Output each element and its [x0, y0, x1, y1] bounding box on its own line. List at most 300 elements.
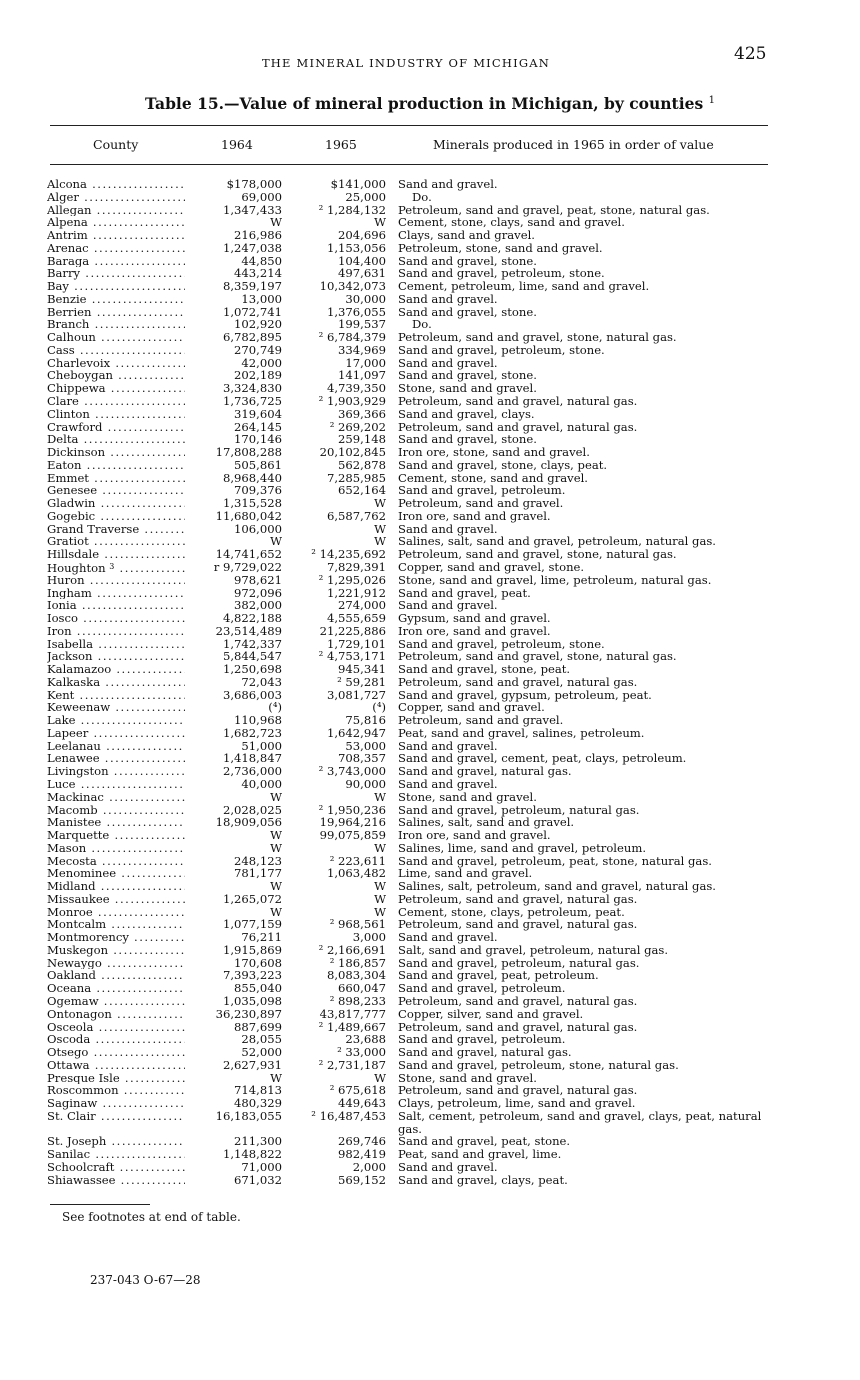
- minerals-produced: Sand and gravel, clays.: [398, 406, 535, 421]
- table-row: [0, 229, 860, 242]
- county-name: [47, 1084, 185, 1097]
- table-row: [0, 714, 860, 727]
- county-name: [47, 829, 185, 842]
- table-row: [0, 178, 860, 191]
- county-name: [47, 242, 185, 255]
- county-name: [47, 638, 185, 651]
- value-1964: 1,742,337: [222, 636, 282, 651]
- value-1965: ² 898,233: [329, 994, 386, 1008]
- table-row: [0, 561, 860, 574]
- minerals-produced: Petroleum, sand and gravel, stone, natural gas.: [398, 649, 677, 664]
- value-1964: W: [270, 828, 282, 843]
- value-1965: W: [374, 521, 386, 536]
- county-name: [47, 178, 185, 191]
- value-1965: ² 33,000: [337, 1045, 386, 1060]
- value-1965: W: [374, 496, 386, 511]
- minerals-produced: Sand and gravel, stone.: [398, 432, 537, 447]
- county-name: [47, 944, 185, 957]
- value-1964: 4,822,188: [222, 611, 282, 626]
- value-1964: 3,324,830: [222, 381, 282, 396]
- county-name-text: Berrien: [47, 305, 92, 319]
- value-1965: 7,829,391: [326, 559, 386, 574]
- county-name-text: St. Joseph: [47, 1135, 107, 1149]
- county-name: [47, 587, 185, 600]
- table-row: [0, 625, 860, 638]
- county-name-text: Manistee: [47, 816, 102, 830]
- column-header-1965: 1965: [325, 137, 357, 152]
- county-name-text: Presque Isle: [47, 1071, 120, 1085]
- minerals-produced: Sand and gravel, petroleum, natural gas.: [398, 955, 640, 970]
- county-name-text: Menominee: [47, 867, 117, 881]
- county-name: [47, 1135, 185, 1148]
- value-1964: 7,393,223: [222, 968, 282, 983]
- value-1965: 4,555,659: [326, 611, 386, 626]
- county-name-text: Genesee: [47, 484, 98, 498]
- county-name-text: Otsego: [47, 1046, 89, 1059]
- minerals-produced: Petroleum, sand and gravel, peat, stone, natural gas.: [398, 202, 710, 217]
- minerals-produced: Gypsum, sand and gravel.: [398, 611, 551, 626]
- value-1965: ² 1,284,132: [318, 202, 386, 217]
- minerals-produced: Salt, cement, petroleum, sand and gravel, clays, peat, natural gas.: [398, 1108, 762, 1136]
- value-1964: 1,250,698: [222, 662, 282, 677]
- county-name: [47, 804, 185, 817]
- minerals-produced: Petroleum, sand and gravel.: [398, 496, 564, 511]
- value-1965: 1,221,912: [326, 585, 386, 600]
- county-name: [47, 433, 185, 446]
- county-name: [47, 1148, 185, 1161]
- value-1965: 1,642,947: [326, 725, 386, 740]
- value-1964: W: [270, 215, 282, 230]
- value-1964: W: [270, 904, 282, 919]
- value-1964: 1,077,159: [222, 917, 282, 932]
- value-1964: 248,123: [234, 853, 282, 868]
- footnote-rule: [50, 1204, 150, 1205]
- county-name: [47, 714, 185, 727]
- value-1965: 497,631: [338, 266, 386, 281]
- county-name-text: Montcalm: [47, 918, 107, 932]
- county-name-text: Clare: [47, 395, 79, 408]
- county-name: [47, 918, 185, 931]
- table-row: [0, 344, 860, 357]
- minerals-produced: Petroleum, sand and gravel, natural gas.: [398, 674, 638, 689]
- minerals-produced: Sand and gravel.: [398, 738, 498, 753]
- county-name: [47, 523, 185, 536]
- table-row: [0, 293, 860, 306]
- county-name-text: Lapeer: [47, 726, 89, 740]
- minerals-produced: Clays, sand and gravel.: [398, 228, 535, 243]
- minerals-produced: Sand and gravel, peat.: [398, 585, 531, 600]
- county-name-text: St. Clair: [47, 1109, 96, 1123]
- county-name-text: Newaygo: [47, 956, 102, 970]
- value-1965: 945,341: [338, 662, 386, 677]
- value-1964: 202,189: [234, 368, 282, 383]
- county-name-text: Alger: [47, 190, 79, 204]
- minerals-produced: Petroleum, sand and gravel, natural gas.: [398, 994, 638, 1008]
- county-name: [47, 880, 185, 893]
- minerals-produced: Clays, petroleum, lime, sand and gravel.: [398, 1096, 636, 1111]
- minerals-produced: Sand and gravel, petroleum, peat, stone, natural gas.: [398, 853, 712, 868]
- county-name: [47, 969, 185, 982]
- county-name: [47, 344, 185, 357]
- table-row: [0, 446, 860, 459]
- county-name-text: Oceana: [47, 982, 92, 996]
- value-1964: 52,000: [241, 1045, 282, 1060]
- county-name: [47, 1021, 185, 1034]
- county-name: [47, 306, 185, 319]
- county-name-text: Branch: [47, 318, 90, 332]
- county-name-text: Grand Traverse: [47, 522, 140, 536]
- county-name-text: Crawford: [47, 420, 103, 434]
- value-1964: 69,000: [241, 189, 282, 204]
- value-1965: 8,083,304: [326, 968, 386, 983]
- minerals-produced: Sand and gravel.: [398, 355, 498, 370]
- county-name-text: Montmorency: [47, 931, 129, 944]
- minerals-produced: Sand and gravel, petroleum, stone.: [398, 342, 605, 357]
- county-name-text: Iron: [47, 624, 72, 638]
- county-name: [47, 1110, 185, 1123]
- value-1964: 505,861: [234, 457, 282, 472]
- minerals-produced: Sand and gravel.: [398, 177, 498, 191]
- value-1964: 110,968: [234, 713, 282, 728]
- value-1964: 2,028,025: [222, 802, 282, 817]
- value-1965: 259,148: [338, 432, 386, 447]
- value-1964: 319,604: [234, 406, 282, 421]
- value-1965: 6,587,762: [326, 508, 386, 523]
- value-1964: 42,000: [241, 355, 282, 370]
- value-1965: 708,357: [338, 751, 386, 766]
- minerals-produced: Sand and gravel.: [398, 1159, 498, 1174]
- value-1964: 71,000: [241, 1159, 282, 1174]
- minerals-produced: Iron ore, sand and gravel.: [398, 623, 551, 638]
- minerals-produced: Sand and gravel, cement, peat, clays, petroleum.: [398, 751, 687, 766]
- table-row: [0, 663, 860, 676]
- minerals-produced: Salines, lime, sand and gravel, petroleum.: [398, 840, 647, 855]
- county-name-text: Gladwin: [47, 497, 96, 510]
- value-1965: 23,688: [345, 1032, 386, 1047]
- value-1964: 72,043: [241, 674, 282, 689]
- value-1964: 270,749: [234, 342, 282, 357]
- minerals-produced: Stone, sand and gravel.: [398, 1070, 537, 1085]
- value-1964: 106,000: [234, 521, 282, 536]
- value-1965: 4,739,350: [326, 381, 386, 396]
- county-name: [47, 701, 185, 714]
- county-name-text: Dickinson: [47, 446, 106, 459]
- county-name-text: Barry: [47, 267, 81, 281]
- minerals-produced: Sand and gravel, stone.: [398, 304, 537, 319]
- value-1964: 16,183,055: [215, 1108, 282, 1123]
- county-name-text: Benzie: [47, 292, 87, 306]
- column-header-county: County: [93, 137, 139, 152]
- county-name: [47, 497, 185, 510]
- minerals-produced: Sand and gravel, petroleum.: [398, 1032, 566, 1047]
- table-row: [0, 574, 860, 587]
- county-name: [47, 510, 185, 523]
- print-code: 237-043 O-67—28: [90, 1273, 201, 1287]
- county-name-text: Kalkaska: [47, 675, 101, 689]
- table-body: [0, 178, 860, 1187]
- minerals-produced: Do.: [412, 317, 432, 332]
- value-1965: W: [374, 534, 386, 549]
- value-1965: W: [374, 879, 386, 894]
- value-1965: 53,000: [345, 738, 386, 753]
- value-1965: 1,376,055: [326, 304, 386, 319]
- value-1965: 10,342,073: [319, 279, 386, 294]
- minerals-produced: Stone, sand and gravel.: [398, 789, 537, 804]
- county-name-text: Calhoun: [47, 331, 96, 344]
- value-1964: 443,214: [234, 266, 282, 281]
- value-1965: 20,102,845: [319, 445, 386, 460]
- value-1965: ² 1,489,667: [318, 1019, 386, 1034]
- county-name: [47, 791, 185, 804]
- county-name-text: Iosco: [47, 612, 78, 625]
- county-name-text: Oakland: [47, 969, 96, 983]
- table-row: [0, 510, 860, 523]
- county-name: [47, 752, 185, 765]
- value-1965: ² 2,166,691: [318, 942, 386, 957]
- value-1964: 1,072,741: [222, 304, 282, 319]
- county-name: [47, 1174, 185, 1187]
- page-number: 425: [734, 44, 767, 64]
- county-name: [47, 663, 185, 676]
- value-1964: r 9,729,022: [213, 559, 282, 574]
- table-row: [0, 280, 860, 293]
- value-1965: ² 2,731,187: [318, 1057, 386, 1072]
- table-title: [0, 94, 860, 113]
- county-name: [47, 625, 185, 638]
- minerals-produced: Iron ore, stone, sand and gravel.: [398, 445, 590, 460]
- value-1965: 25,000: [345, 189, 386, 204]
- county-name: [47, 229, 185, 242]
- value-1964: W: [270, 534, 282, 549]
- county-name: [47, 369, 185, 382]
- running-head: THE MINERAL INDUSTRY OF MICHIGAN: [261, 56, 551, 70]
- value-1964: 51,000: [241, 738, 282, 753]
- minerals-produced: Sand and gravel.: [398, 776, 498, 791]
- county-name-text: Mason: [47, 841, 87, 855]
- minerals-produced: Peat, sand and gravel, lime.: [398, 1147, 562, 1162]
- minerals-produced: Petroleum, sand and gravel, natural gas.: [398, 891, 638, 906]
- county-name-text: Lenawee: [47, 752, 100, 766]
- value-1964: 671,032: [234, 1172, 282, 1187]
- county-name: [47, 484, 185, 497]
- table-row: [0, 1174, 860, 1187]
- county-name-text: Kalamazoo: [47, 663, 112, 676]
- value-1965: W: [374, 1070, 386, 1085]
- county-name: [47, 816, 185, 829]
- value-1965: ² 675,618: [329, 1083, 386, 1098]
- minerals-produced: Sand and gravel, clays, peat.: [398, 1172, 568, 1187]
- minerals-produced: Petroleum, sand and gravel, stone, natural gas.: [398, 547, 677, 562]
- value-1965: ² 14,235,692: [311, 547, 386, 562]
- value-1965: 1,153,056: [326, 240, 386, 255]
- table-title-text: Table 15.—Value of mineral production in Michigan, by counties: [145, 94, 704, 113]
- minerals-produced: Petroleum, stone, sand and gravel.: [398, 240, 603, 255]
- value-1965: 43,817,777: [319, 1006, 386, 1021]
- county-name: [47, 982, 185, 995]
- table-row: [0, 395, 860, 408]
- minerals-produced: Sand and gravel, petroleum, natural gas.: [398, 802, 640, 817]
- minerals-produced: Cement, stone, clays, petroleum, peat.: [398, 904, 625, 919]
- column-header-minerals: Minerals produced in 1965 in order of value: [433, 137, 714, 152]
- county-name-text: Delta: [47, 433, 79, 447]
- value-1964: 18,909,056: [215, 815, 282, 830]
- value-1965: ² 3,743,000: [318, 764, 386, 779]
- value-1965: 199,537: [338, 317, 386, 332]
- minerals-produced: Petroleum, sand and gravel, stone, natural gas.: [398, 330, 677, 345]
- value-1964: 855,040: [234, 981, 282, 996]
- county-name: [47, 893, 185, 906]
- county-name: [47, 459, 185, 472]
- value-1964: 23,514,489: [215, 623, 282, 638]
- county-name: [47, 650, 185, 663]
- value-1965: ² 1,950,236: [318, 802, 386, 817]
- minerals-produced: Lime, sand and gravel.: [398, 866, 533, 881]
- value-1965: 2,000: [352, 1159, 386, 1174]
- value-1965: ² 968,561: [329, 917, 386, 932]
- county-name-text: Isabella: [47, 637, 94, 651]
- county-name: [47, 995, 185, 1008]
- column-header-1964: 1964: [221, 137, 253, 152]
- value-1964: 13,000: [241, 291, 282, 306]
- value-1965: 3,000: [352, 930, 386, 945]
- minerals-produced: Do.: [412, 189, 432, 204]
- minerals-produced: Stone, sand and gravel.: [398, 381, 537, 396]
- value-1964: W: [270, 879, 282, 894]
- minerals-produced: Copper, sand and gravel.: [398, 700, 545, 715]
- minerals-produced: Cement, petroleum, lime, sand and gravel.: [398, 279, 650, 294]
- value-1965: $141,000: [330, 177, 386, 191]
- minerals-produced: Sand and gravel, gypsum, petroleum, peat.: [398, 687, 652, 702]
- value-1965: 104,400: [338, 253, 386, 268]
- county-name-text: Luce: [47, 777, 76, 791]
- county-name-text: Arenac: [47, 241, 89, 255]
- value-1964: 1,035,098: [222, 994, 282, 1008]
- value-1965: 334,969: [338, 342, 386, 357]
- minerals-produced: Sand and gravel, petroleum, stone, natural gas.: [398, 1057, 679, 1072]
- county-name: [47, 204, 185, 217]
- county-name: [47, 472, 185, 485]
- county-name-text: Leelanau: [47, 739, 101, 753]
- value-1964: (⁴): [268, 700, 282, 715]
- county-name-text: Keweenaw: [47, 701, 111, 715]
- value-1964: W: [270, 789, 282, 804]
- table-row: [0, 842, 860, 855]
- county-name: [47, 357, 185, 370]
- value-1965: 90,000: [345, 776, 386, 791]
- county-name-text: Jackson: [47, 650, 93, 664]
- county-name-text: Shiawassee: [47, 1173, 116, 1187]
- value-1965: ² 269,202: [329, 419, 386, 434]
- county-name: [47, 280, 185, 293]
- value-1964: 17,808,288: [215, 445, 282, 460]
- table-row: [0, 497, 860, 510]
- county-name: [47, 318, 185, 331]
- value-1965: 269,746: [338, 1134, 386, 1149]
- value-1965: ² 16,487,453: [311, 1108, 386, 1123]
- minerals-produced: Sand and gravel.: [398, 521, 498, 536]
- value-1965: 17,000: [345, 355, 386, 370]
- minerals-produced: Sand and gravel, stone, clays, peat.: [398, 457, 608, 472]
- value-1964: 36,230,897: [215, 1006, 282, 1021]
- value-1964: 170,146: [234, 432, 282, 447]
- value-1964: 1,265,072: [222, 891, 282, 906]
- value-1965: ² 1,903,929: [318, 394, 386, 409]
- county-name-text: Marquette: [47, 829, 110, 842]
- value-1965: 30,000: [345, 291, 386, 306]
- value-1965: W: [374, 891, 386, 906]
- value-1964: 1,736,725: [222, 394, 282, 409]
- county-name: [47, 599, 185, 612]
- value-1964: 3,686,003: [222, 687, 282, 702]
- table-row: [0, 1110, 860, 1136]
- county-name-text: Ingham: [47, 586, 92, 600]
- value-1964: 1,915,869: [222, 942, 282, 957]
- value-1965: 369,366: [338, 406, 386, 421]
- value-1964: 1,148,822: [222, 1147, 282, 1162]
- value-1965: ² 59,281: [337, 674, 386, 689]
- county-name: [47, 957, 185, 970]
- value-1965: ² 6,784,379: [318, 330, 386, 345]
- value-1964: 44,850: [241, 253, 282, 268]
- minerals-produced: Salt, sand and gravel, petroleum, natural gas.: [398, 942, 669, 957]
- county-footnote-ref: 3: [109, 561, 115, 571]
- table-row: [0, 880, 860, 893]
- county-name-text: Missaukee: [47, 892, 110, 906]
- county-name: [47, 1059, 185, 1072]
- value-1964: 978,621: [234, 572, 282, 587]
- value-1964: 170,608: [234, 955, 282, 970]
- county-name-text: Ogemaw: [47, 995, 99, 1008]
- minerals-produced: Sand and gravel, petroleum.: [398, 981, 566, 996]
- minerals-produced: Sand and gravel, natural gas.: [398, 1045, 572, 1060]
- value-1965: 1,063,482: [326, 866, 386, 881]
- minerals-produced: Sand and gravel, petroleum, stone.: [398, 266, 605, 281]
- county-name-text: Emmet: [47, 471, 89, 485]
- county-name-text: Mackinac: [47, 790, 104, 804]
- minerals-produced: Sand and gravel, natural gas.: [398, 764, 572, 779]
- value-1964: 887,699: [234, 1019, 282, 1034]
- minerals-produced: Sand and gravel, petroleum, stone.: [398, 636, 605, 651]
- minerals-produced: Copper, silver, sand and gravel.: [398, 1006, 584, 1021]
- county-name-text: Livingston: [47, 765, 109, 778]
- table-row: [0, 791, 860, 804]
- header-bottom-rule: [50, 164, 768, 165]
- value-1965: 19,964,216: [319, 815, 386, 830]
- minerals-produced: Salines, salt, sand and gravel.: [398, 815, 575, 830]
- value-1965: 7,285,985: [326, 470, 386, 485]
- value-1964: 14,741,652: [215, 547, 282, 562]
- county-name-text: Saginaw: [47, 1097, 98, 1110]
- value-1964: 709,376: [234, 483, 282, 498]
- county-name-text: Kent: [47, 688, 75, 702]
- county-name-text: Baraga: [47, 254, 90, 268]
- minerals-produced: Cement, stone, sand and gravel.: [398, 470, 588, 485]
- value-1965: 652,164: [338, 483, 386, 498]
- table-title-footnote-ref: 1: [708, 94, 715, 106]
- table-row: [0, 1161, 860, 1174]
- value-1964: 28,055: [241, 1032, 282, 1047]
- county-name: [47, 855, 185, 868]
- minerals-produced: Sand and gravel, stone, peat.: [398, 662, 571, 677]
- value-1964: 8,359,197: [222, 279, 282, 294]
- county-name: [47, 548, 185, 561]
- county-name: [47, 1008, 185, 1021]
- county-name-text: Alpena: [47, 216, 88, 230]
- value-1964: 216,986: [234, 228, 282, 243]
- table-row: [0, 944, 860, 957]
- county-name-text: Ottawa: [47, 1058, 90, 1072]
- value-1965: ² 4,753,171: [318, 649, 386, 664]
